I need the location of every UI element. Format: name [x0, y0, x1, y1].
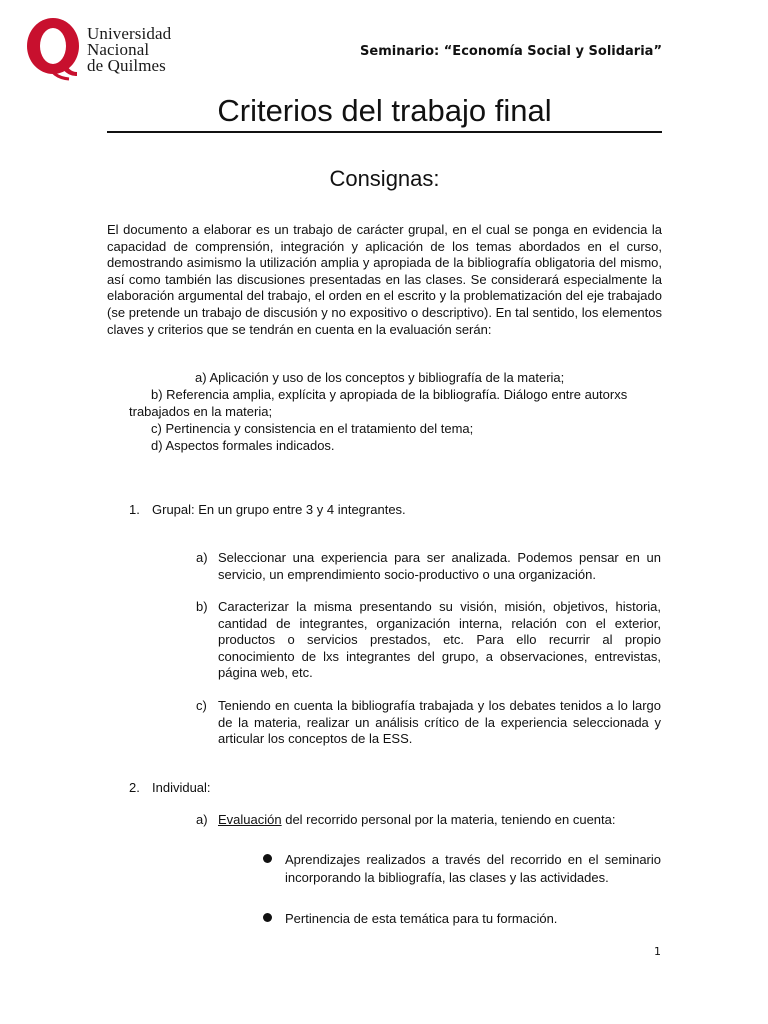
- page-title: Criterios del trabajo final: [217, 93, 552, 128]
- sub-item-1a: [196, 550, 661, 590]
- sub-item-1c: [196, 698, 661, 754]
- section-subtitle: Consignas:: [329, 166, 440, 191]
- sub-letter: c): [196, 698, 207, 713]
- bullet-text: Aprendizajes realizados a través del recorrido en el seminario incorporando la bibliografía, las clases y las actividades.: [285, 852, 661, 885]
- sub-item-2a: [196, 812, 661, 832]
- criterion-c: c) Pertinencia y consistencia en el tratamiento del tema;: [151, 421, 474, 436]
- criterion-b: b) Referencia amplia, explícita y apropiada de la bibliografía. Diálogo entre autorxs trabajados en la materia;: [129, 387, 628, 419]
- criterion-a: a) Aplicación y uso de los conceptos y bibliografía de la materia;: [195, 370, 565, 385]
- university-name: [87, 26, 171, 74]
- item-text: Individual:: [152, 780, 211, 795]
- sub-letter: b): [196, 599, 208, 614]
- title-underline: [107, 131, 662, 133]
- sub-item-1b: [196, 599, 661, 689]
- underlined-term: Evaluación: [218, 812, 282, 827]
- sub-text: Caracterizar la misma presentando su visión, misión, objetivos, historia, cantidad de integrantes, organización interna, relación con el exterior, productos o servicios prestados, etc. Para ello recurrir al propio conocimiento de lxs integrantes del grupo, a observaciones, entrevistas, página web, etc.: [218, 599, 661, 681]
- seminar-header: Seminario: “Economía Social y Solidaria”: [360, 44, 662, 59]
- bullet-dot-icon: [263, 913, 272, 922]
- sub-text: [218, 812, 661, 829]
- sub-letter: a): [196, 812, 208, 827]
- intro-paragraph: El documento a elaborar es un trabajo de carácter grupal, en el cual se ponga en evidencia la capacidad de comprensión, integración y aplicación de los temas abordados en el curso, demostrando asimismo la utilización amplia y apropiada de la bibliografía obligatoria del mismo, así como también las discusiones presentadas en las clases. Se considerará especialmente la elaboración argumental del trabajo, el orden en el escrito y la problematización del eje trabajado (se pretende un trabajo de discusión y no expositivo o descriptivo). En tal sentido, los elementos claves y criterios que se tendrán en cuenta en la evaluación serán:: [107, 222, 662, 337]
- sub-text-rest: del recorrido personal por la materia, teniendo en cuenta:: [281, 812, 616, 827]
- item-number: 2.: [129, 780, 140, 795]
- university-logo: [25, 16, 185, 82]
- logo-line-2: Nacional: [87, 40, 150, 59]
- bullet-text: Pertinencia de esta temática para tu formación.: [285, 911, 558, 926]
- bullet-dot-icon: [263, 854, 272, 863]
- quilmes-q-emblem-icon: [25, 16, 85, 82]
- bullet-item-1: [263, 851, 663, 905]
- criterion-d: d) Aspectos formales indicados.: [151, 438, 335, 453]
- item-text: Grupal: En un grupo entre 3 y 4 integrantes.: [152, 502, 406, 517]
- sub-text: Teniendo en cuenta la bibliografía trabajada y los debates tenidos a lo largo de la materia, realizar un análisis crítico de la experiencia seleccionada y articular los conceptos de la ESS.: [218, 698, 661, 747]
- sub-letter: a): [196, 550, 208, 565]
- sub-text: Seleccionar una experiencia para ser analizada. Podemos pensar en un servicio, un emprendimiento socio-productivo o una organización.: [218, 550, 661, 582]
- bullet-item-2: [263, 910, 663, 930]
- page-number: 1: [654, 945, 661, 958]
- item-number: 1.: [129, 502, 140, 517]
- logo-line-3: de Quilmes: [87, 56, 166, 75]
- logo-line-1: Universidad: [87, 24, 172, 43]
